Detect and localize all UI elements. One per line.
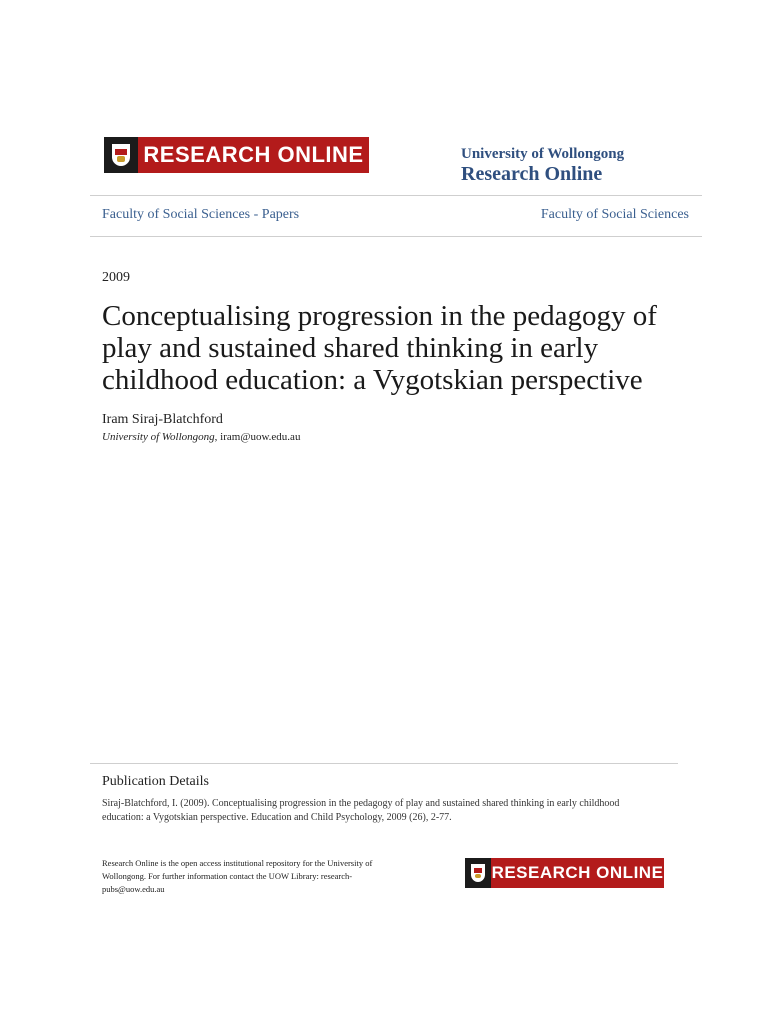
repository-name: Research Online bbox=[461, 163, 603, 185]
institution-name: University of Wollongong bbox=[461, 146, 625, 162]
author-email: , iram@uow.edu.au bbox=[214, 431, 301, 443]
research-online-logo[interactable] bbox=[104, 137, 369, 173]
publication-year: 2009 bbox=[102, 270, 130, 285]
divider bbox=[90, 763, 678, 764]
author-affiliation bbox=[102, 431, 300, 443]
breadcrumb-faculty-papers[interactable]: Faculty of Social Sciences - Papers bbox=[102, 207, 300, 222]
affiliation-institution: University of Wollongong bbox=[102, 431, 215, 443]
breadcrumb-faculty[interactable]: Faculty of Social Sciences bbox=[540, 207, 689, 222]
logo-text: RESEARCH ONLINE bbox=[143, 142, 364, 167]
institution-heading[interactable] bbox=[461, 145, 624, 185]
repository-info: Research Online is the open access institutional repository for the University of Wollongong. For further information contact the UOW Library: research-pubs@uow.edu.au bbox=[102, 858, 373, 894]
uow-crest-icon bbox=[104, 137, 138, 173]
divider bbox=[90, 195, 702, 196]
author-name: Iram Siraj-Blatchford bbox=[102, 412, 223, 427]
publication-details-heading: Publication Details bbox=[102, 774, 209, 789]
divider bbox=[90, 236, 702, 237]
paper-title: Conceptualising progression in the pedagogy of play and sustained shared thinking in early childhood education: a Vygotskian perspective bbox=[102, 300, 657, 396]
research-online-logo-footer[interactable] bbox=[465, 858, 664, 888]
logo-text: RESEARCH ONLINE bbox=[491, 863, 664, 882]
citation-text: Siraj-Blatchford, I. (2009). Conceptualising progression in the pedagogy of play and sustained shared thinking in early childhood education: a Vygotskian perspective. Education and Child Psychology, 2009 (26), 2-77. bbox=[102, 798, 620, 823]
uow-crest-icon bbox=[465, 858, 491, 888]
